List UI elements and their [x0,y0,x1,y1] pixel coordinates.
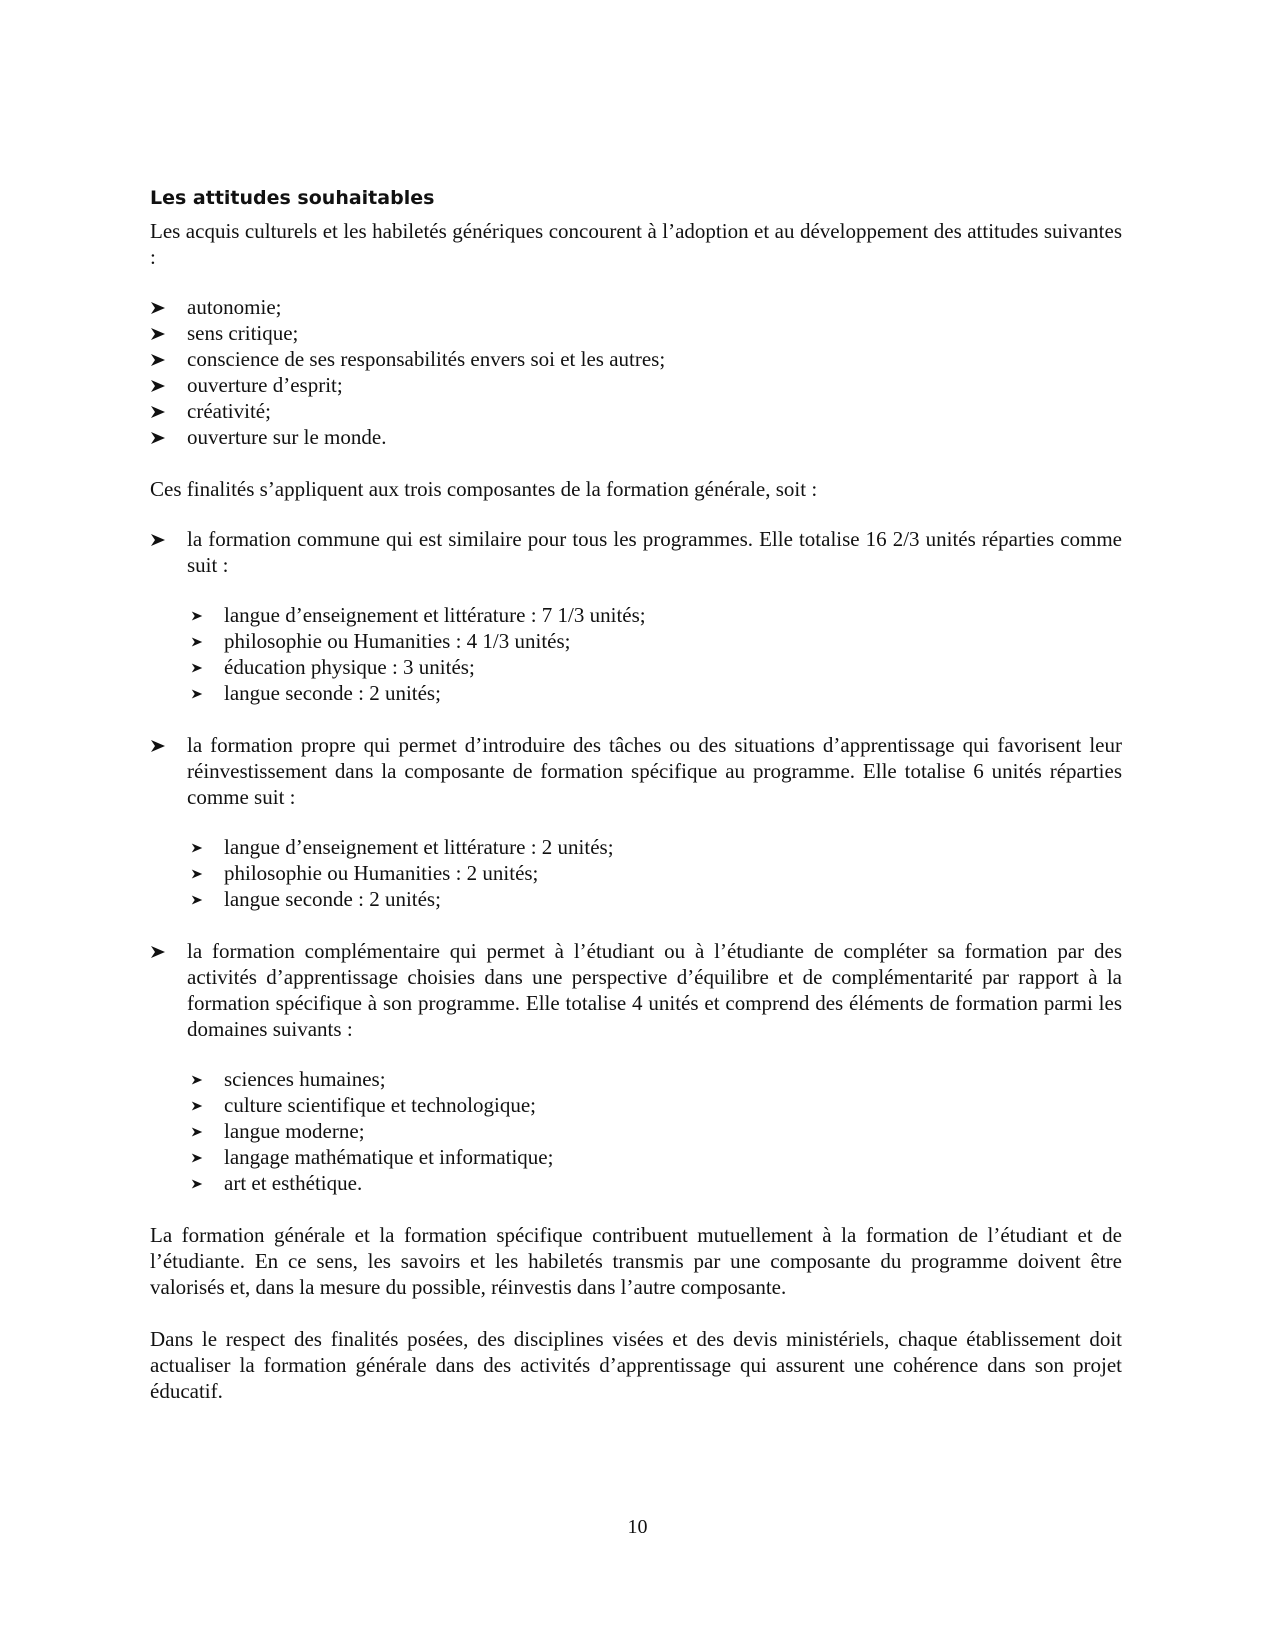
arrowhead-bullet-icon [150,294,166,320]
list-item: art et esthétique. [187,1170,1122,1196]
arrowhead-bullet-icon [191,681,203,707]
list-item: ouverture sur le monde. [150,424,1122,450]
list-item: langue moderne; [187,1118,1122,1144]
list-item: éducation physique : 3 unités; [187,654,1122,680]
arrowhead-bullet-icon [191,1093,203,1119]
list-item: philosophie ou Humanities : 2 unités; [187,860,1122,886]
domaines-list [187,1066,1122,1196]
arrowhead-bullet-icon [150,398,166,424]
component-complementaire [150,938,1122,1042]
arrowhead-bullet-icon [191,603,203,629]
arrowhead-bullet-icon [150,346,166,372]
arrowhead-bullet-icon [191,1171,203,1197]
component-commune [150,526,1122,578]
propre-units-list [187,834,1122,912]
arrowhead-bullet-icon [191,655,203,681]
attitudes-list [150,294,1122,450]
list-item: créativité; [150,398,1122,424]
page-content [150,186,1122,1404]
list-item: culture scientifique et technologique; [187,1092,1122,1118]
arrowhead-bullet-icon [191,1119,203,1145]
list-item: autonomie; [150,294,1122,320]
arrowhead-bullet-icon [191,1145,203,1171]
component-propre [150,732,1122,810]
list-item: langue seconde : 2 unités; [187,680,1122,706]
arrowhead-bullet-icon [150,424,166,450]
arrowhead-bullet-icon [191,1067,203,1093]
arrowhead-bullet-icon [191,887,203,913]
list-item: langue d’enseignement et littérature : 2 unités; [187,834,1122,860]
arrowhead-bullet-icon [150,938,166,964]
commune-units-list [187,602,1122,706]
list-item: langage mathématique et informatique; [187,1144,1122,1170]
list-item: sens critique; [150,320,1122,346]
paragraph-contribution: La formation générale et la formation spécifique contribuent mutuellement à la formation de l’étudiant et de l’étudiante. En ce sens, les savoirs et les habiletés transmis par une composante du programme doivent être valorisés et, dans la mesure du possible, réinvestis dans l’autre composante. [150,1223,1122,1299]
list-item: philosophie ou Humanities : 4 1/3 unités; [187,628,1122,654]
list-item: langue seconde : 2 unités; [187,886,1122,912]
component-item: la formation commune qui est similaire pour tous les programmes. Elle totalise 16 2/3 unités réparties comme suit : [150,526,1122,578]
arrowhead-bullet-icon [150,372,166,398]
arrowhead-bullet-icon [191,629,203,655]
arrowhead-bullet-icon [150,526,166,552]
arrowhead-bullet-icon [150,732,166,758]
component-item: la formation propre qui permet d’introduire des tâches ou des situations d’apprentissage qui favorisent leur réinvestissement dans la composante de formation spécifique au programme. Elle totalise 6 unités réparties comme suit : [150,732,1122,810]
component-item: la formation complémentaire qui permet à l’étudiant ou à l’étudiante de compléter sa formation par des activités d’apprentissage choisies dans une perspective d’équilibre et de complémentarité par rapport à la formation spécifique à son programme. Elle totalise 4 unités et comprend des éléments de formation parmi les domaines suivants : [150,938,1122,1042]
intro-paragraph: Les acquis culturels et les habiletés génériques concourent à l’adoption et au développement des attitudes suivantes : [150,219,1122,269]
page-number: 10 [627,1516,648,1538]
list-item: ouverture d’esprit; [150,372,1122,398]
arrowhead-bullet-icon [191,861,203,887]
arrowhead-bullet-icon [150,320,166,346]
list-item: sciences humaines; [187,1066,1122,1092]
list-item: langue d’enseignement et littérature : 7 1/3 unités; [187,602,1122,628]
arrowhead-bullet-icon [191,835,203,861]
list-item: conscience de ses responsabilités envers soi et les autres; [150,346,1122,372]
paragraph-actualisation: Dans le respect des finalités posées, des disciplines visées et des devis ministériels, chaque établissement doit actualiser la formation générale dans des activités d’apprentissage qui assurent une cohérence dans son projet éducatif. [150,1327,1122,1403]
section-heading: Les attitudes souhaitables [150,187,435,209]
finalites-intro: Ces finalités s’appliquent aux trois composantes de la formation générale, soit : [150,477,818,501]
